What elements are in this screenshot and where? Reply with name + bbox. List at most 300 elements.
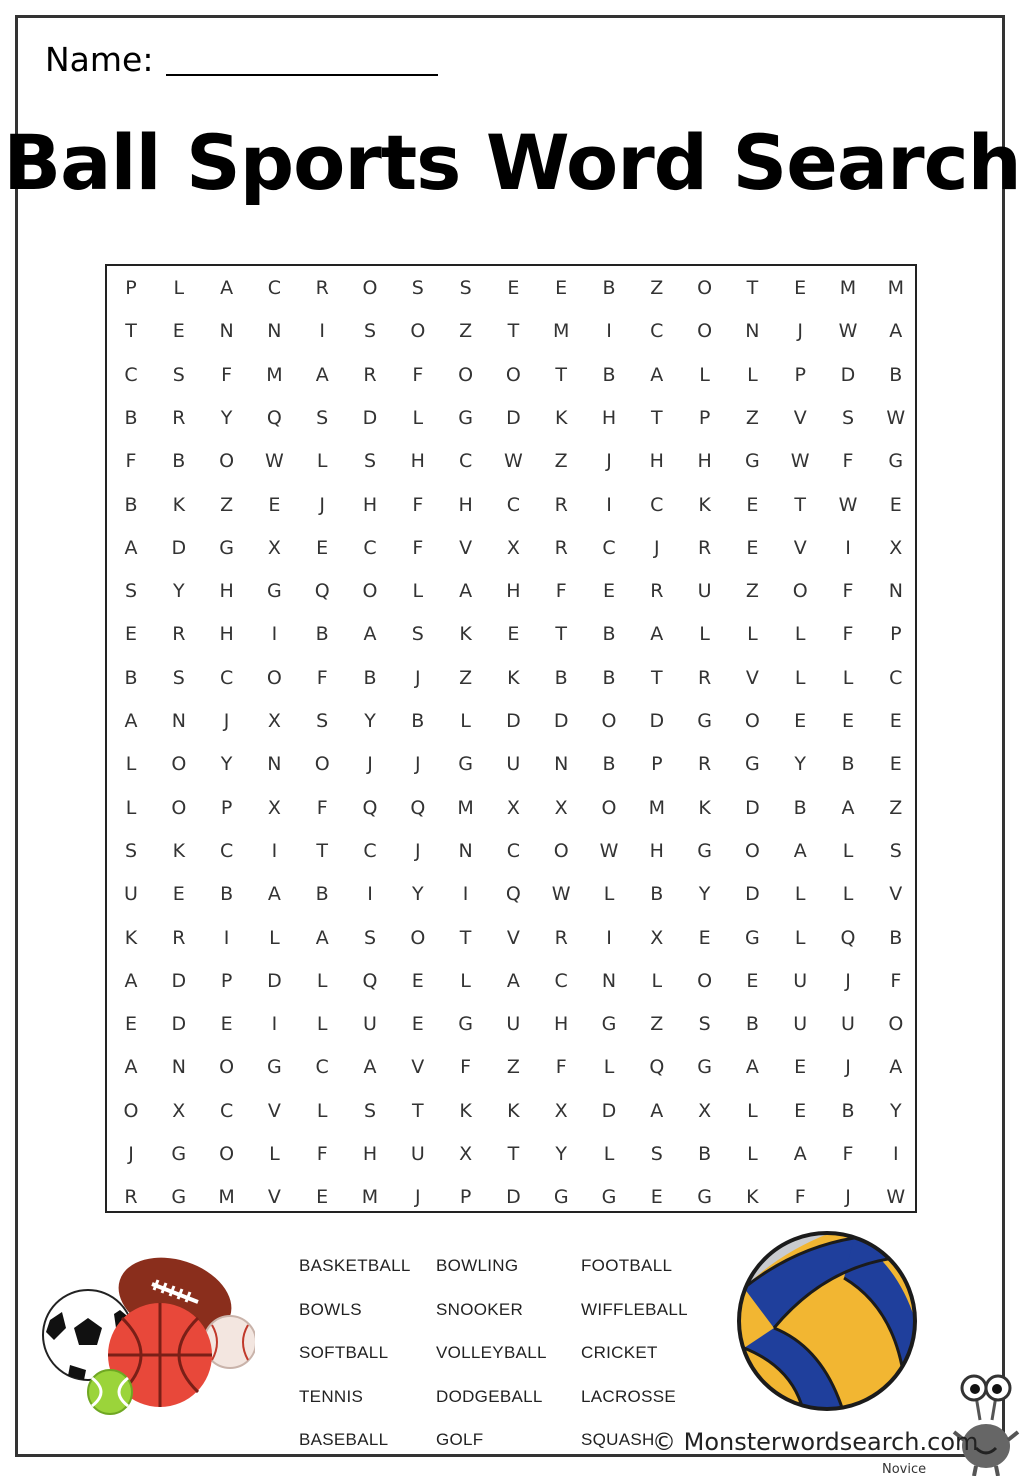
grid-letter[interactable]: K <box>507 1099 520 1122</box>
grid-letter[interactable]: J <box>319 493 325 516</box>
grid-letter[interactable]: Z <box>220 493 234 516</box>
grid-letter[interactable]: U <box>793 969 808 992</box>
grid-letter[interactable]: W <box>551 883 571 906</box>
grid-letter[interactable]: G <box>745 926 760 949</box>
grid-letter[interactable]: F <box>412 363 424 386</box>
grid-letter[interactable]: J <box>414 1186 421 1209</box>
grid-letter[interactable]: G <box>267 580 282 603</box>
grid-letter[interactable]: B <box>411 710 425 732</box>
grid-letter[interactable]: X <box>506 796 520 819</box>
grid-letter[interactable]: L <box>269 1143 280 1165</box>
grid-letter[interactable]: B <box>602 623 616 646</box>
grid-letter[interactable]: H <box>697 450 712 473</box>
grid-letter[interactable]: B <box>315 883 329 906</box>
grid-letter[interactable]: M <box>457 796 474 819</box>
grid-letter[interactable]: Q <box>314 580 330 603</box>
grid-letter[interactable]: F <box>125 450 137 473</box>
grid-letter[interactable]: H <box>219 623 234 646</box>
grid-letter[interactable]: D <box>649 710 665 732</box>
grid-letter[interactable]: A <box>650 623 664 646</box>
grid-letter[interactable]: B <box>220 883 234 906</box>
grid-letter[interactable]: E <box>220 1013 233 1036</box>
grid-letter[interactable]: L <box>747 1143 758 1165</box>
grid-letter[interactable]: C <box>363 839 377 862</box>
grid-letter[interactable]: O <box>505 363 521 386</box>
grid-letter[interactable]: L <box>603 1056 615 1079</box>
grid-letter[interactable]: D <box>171 536 187 559</box>
grid-letter[interactable]: O <box>314 753 330 776</box>
grid-letter[interactable]: M <box>887 277 904 299</box>
grid-letter[interactable]: G <box>697 710 712 732</box>
grid-letter[interactable]: A <box>363 1056 377 1079</box>
grid-letter[interactable]: K <box>172 493 186 516</box>
grid-letter[interactable]: Q <box>649 1056 665 1079</box>
grid-letter[interactable]: O <box>362 277 378 299</box>
grid-letter[interactable]: V <box>459 536 473 559</box>
grid-letter[interactable]: A <box>124 710 138 732</box>
grid-letter[interactable]: G <box>601 1186 617 1209</box>
grid-letter[interactable]: C <box>602 536 616 559</box>
grid-letter[interactable]: S <box>650 1143 663 1165</box>
grid-letter[interactable]: C <box>219 1099 234 1122</box>
grid-letter[interactable]: A <box>363 623 377 646</box>
grid-letter[interactable]: B <box>745 1013 759 1036</box>
grid-letter[interactable]: F <box>842 450 854 473</box>
grid-letter[interactable]: C <box>219 839 234 862</box>
grid-letter[interactable]: B <box>124 493 138 516</box>
grid-letter[interactable]: S <box>124 839 138 862</box>
grid-letter[interactable]: B <box>602 666 616 689</box>
grid-letter[interactable]: E <box>602 580 615 603</box>
grid-letter[interactable]: D <box>362 406 378 429</box>
grid-letter[interactable]: Y <box>698 883 711 906</box>
grid-letter[interactable]: Y <box>364 710 376 732</box>
grid-letter[interactable]: F <box>842 580 854 603</box>
grid-letter[interactable]: B <box>124 666 138 689</box>
grid-letter[interactable]: L <box>699 363 710 386</box>
grid-letter[interactable]: E <box>124 623 137 646</box>
grid-letter[interactable]: M <box>552 320 570 343</box>
grid-letter[interactable]: K <box>698 796 711 819</box>
grid-letter[interactable]: C <box>506 839 521 862</box>
grid-letter[interactable]: Y <box>172 580 185 603</box>
grid-letter[interactable]: P <box>220 796 233 819</box>
grid-letter[interactable]: L <box>412 406 424 429</box>
grid-letter[interactable]: C <box>889 666 903 689</box>
grid-letter[interactable]: F <box>412 536 424 559</box>
grid-letter[interactable]: K <box>746 1186 759 1209</box>
grid-letter[interactable]: O <box>697 320 713 343</box>
grid-letter[interactable]: A <box>745 1056 759 1079</box>
grid-letter[interactable]: P <box>220 969 233 992</box>
grid-letter[interactable]: N <box>888 580 903 603</box>
grid-letter[interactable]: K <box>507 666 520 689</box>
grid-letter[interactable]: A <box>650 1099 664 1122</box>
grid-letter[interactable]: K <box>124 926 138 949</box>
grid-letter[interactable]: L <box>794 666 806 689</box>
grid-letter[interactable]: B <box>889 363 903 386</box>
grid-letter[interactable]: G <box>458 753 473 776</box>
grid-letter[interactable]: N <box>171 1056 186 1079</box>
grid-letter[interactable]: W <box>886 406 906 429</box>
grid-letter[interactable]: Y <box>411 883 424 906</box>
grid-letter[interactable]: L <box>269 926 280 949</box>
grid-letter[interactable]: T <box>507 1143 520 1165</box>
grid-letter[interactable]: V <box>411 1056 425 1079</box>
grid-letter[interactable]: J <box>414 839 421 862</box>
grid-letter[interactable]: L <box>460 969 471 992</box>
grid-letter[interactable]: B <box>841 1099 855 1122</box>
grid-letter[interactable]: H <box>362 493 378 516</box>
grid-letter[interactable]: Q <box>840 926 856 949</box>
grid-letter[interactable]: T <box>125 320 137 343</box>
grid-letter[interactable]: O <box>458 363 474 386</box>
grid-letter[interactable]: N <box>267 320 282 343</box>
grid-letter[interactable]: K <box>459 1099 472 1122</box>
grid-letter[interactable]: N <box>745 320 760 343</box>
grid-letter[interactable]: O <box>410 320 426 343</box>
grid-letter[interactable]: A <box>124 1056 138 1079</box>
grid-letter[interactable]: T <box>507 320 520 343</box>
grid-letter[interactable]: E <box>794 277 807 299</box>
grid-letter[interactable]: C <box>650 493 664 516</box>
grid-letter[interactable]: B <box>554 666 568 689</box>
grid-letter[interactable]: E <box>555 277 568 299</box>
grid-letter[interactable]: Z <box>650 1013 664 1036</box>
grid-letter[interactable]: M <box>361 1186 379 1209</box>
grid-letter[interactable]: O <box>553 839 569 862</box>
grid-letter[interactable]: Z <box>745 580 759 603</box>
grid-letter[interactable]: P <box>459 1186 472 1209</box>
grid-letter[interactable]: U <box>841 1013 855 1036</box>
grid-letter[interactable]: E <box>316 536 329 559</box>
grid-letter[interactable]: T <box>411 1099 424 1122</box>
grid-letter[interactable]: V <box>267 1186 281 1209</box>
grid-letter[interactable]: N <box>458 839 473 862</box>
grid-letter[interactable]: O <box>171 753 187 776</box>
grid-letter[interactable]: L <box>842 883 854 906</box>
grid-letter[interactable]: E <box>411 1013 424 1036</box>
grid-letter[interactable]: B <box>602 363 616 386</box>
grid-letter[interactable]: B <box>841 753 855 776</box>
grid-letter[interactable]: A <box>459 580 473 603</box>
grid-letter[interactable]: L <box>794 883 806 906</box>
grid-letter[interactable]: B <box>363 666 377 689</box>
grid-letter[interactable]: U <box>506 753 521 776</box>
grid-letter[interactable]: R <box>697 666 712 689</box>
grid-letter[interactable]: X <box>554 796 568 819</box>
grid-letter[interactable]: E <box>172 320 185 343</box>
grid-letter[interactable]: Q <box>410 796 426 819</box>
grid-letter[interactable]: O <box>601 796 617 819</box>
grid-letter[interactable]: H <box>362 1143 378 1165</box>
grid-letter[interactable]: X <box>267 710 281 732</box>
grid-letter[interactable]: I <box>462 883 469 906</box>
name-field[interactable] <box>166 74 438 76</box>
grid-letter[interactable]: C <box>554 969 568 992</box>
grid-letter[interactable]: T <box>459 926 472 949</box>
grid-letter[interactable]: F <box>221 363 233 386</box>
grid-letter[interactable]: D <box>745 883 760 906</box>
grid-letter[interactable]: K <box>459 623 472 646</box>
grid-letter[interactable]: D <box>171 969 187 992</box>
grid-letter[interactable]: G <box>697 1186 712 1209</box>
grid-letter[interactable]: D <box>267 969 282 992</box>
grid-letter[interactable]: E <box>794 1056 807 1079</box>
grid-letter[interactable]: L <box>794 926 806 949</box>
grid-letter[interactable]: R <box>172 926 186 949</box>
grid-letter[interactable]: I <box>319 320 325 343</box>
grid-letter[interactable]: A <box>793 1143 807 1165</box>
grid-letter[interactable]: R <box>554 536 568 559</box>
grid-letter[interactable]: O <box>601 710 617 732</box>
grid-letter[interactable]: L <box>603 883 615 906</box>
grid-letter[interactable]: O <box>219 450 235 473</box>
grid-letter[interactable]: E <box>507 277 520 299</box>
grid-letter[interactable]: S <box>698 1013 711 1036</box>
grid-letter[interactable]: S <box>459 277 472 299</box>
grid-letter[interactable]: E <box>889 493 902 516</box>
grid-letter[interactable]: X <box>506 536 520 559</box>
grid-letter[interactable]: I <box>223 926 230 949</box>
grid-letter[interactable]: E <box>889 753 902 776</box>
grid-letter[interactable]: H <box>649 450 664 473</box>
grid-letter[interactable]: H <box>601 406 617 429</box>
grid-letter[interactable]: X <box>459 1143 473 1165</box>
grid-letter[interactable]: L <box>173 277 185 299</box>
grid-letter[interactable]: F <box>890 969 902 992</box>
grid-letter[interactable]: C <box>124 363 138 386</box>
grid-letter[interactable]: P <box>794 363 806 386</box>
grid-letter[interactable]: E <box>698 926 711 949</box>
grid-letter[interactable]: B <box>602 753 616 776</box>
grid-letter[interactable]: Z <box>459 320 473 343</box>
grid-letter[interactable]: W <box>503 450 523 473</box>
grid-letter[interactable]: U <box>410 1143 425 1165</box>
grid-letter[interactable]: H <box>554 1013 569 1036</box>
grid-letter[interactable]: T <box>650 666 663 689</box>
grid-letter[interactable]: M <box>648 796 665 819</box>
grid-letter[interactable]: A <box>220 277 234 299</box>
grid-letter[interactable]: I <box>845 536 851 559</box>
grid-letter[interactable]: I <box>271 1013 278 1036</box>
grid-letter[interactable]: T <box>746 277 759 299</box>
grid-letter[interactable]: E <box>841 710 854 732</box>
grid-letter[interactable]: I <box>606 926 612 949</box>
grid-letter[interactable]: L <box>316 450 328 473</box>
grid-letter[interactable]: J <box>128 1143 134 1165</box>
grid-letter[interactable]: V <box>506 926 520 949</box>
grid-letter[interactable]: W <box>264 450 284 473</box>
grid-letter[interactable]: O <box>266 666 282 689</box>
grid-letter[interactable]: V <box>793 536 807 559</box>
grid-letter[interactable]: L <box>794 623 806 646</box>
grid-letter[interactable]: R <box>124 1186 138 1209</box>
grid-letter[interactable]: G <box>697 1056 712 1079</box>
grid-letter[interactable]: W <box>838 320 858 343</box>
grid-letter[interactable]: M <box>218 1186 235 1209</box>
grid-letter[interactable]: J <box>845 969 851 992</box>
grid-letter[interactable]: L <box>842 839 854 862</box>
grid-letter[interactable]: L <box>316 1099 328 1122</box>
grid-letter[interactable]: Y <box>555 1143 567 1165</box>
grid-letter[interactable]: A <box>889 320 903 343</box>
grid-letter[interactable]: D <box>601 1099 617 1122</box>
grid-letter[interactable]: Y <box>220 753 233 776</box>
grid-letter[interactable]: A <box>793 839 807 862</box>
grid-letter[interactable]: J <box>414 666 421 689</box>
grid-letter[interactable]: O <box>362 580 378 603</box>
grid-letter[interactable]: X <box>650 926 664 949</box>
grid-letter[interactable]: E <box>172 883 185 906</box>
grid-letter[interactable]: P <box>651 753 663 776</box>
grid-letter[interactable]: F <box>794 1186 806 1209</box>
grid-letter[interactable]: K <box>172 839 186 862</box>
grid-letter[interactable]: E <box>124 1013 137 1036</box>
grid-letter[interactable]: F <box>555 580 567 603</box>
grid-letter[interactable]: G <box>745 753 760 776</box>
grid-letter[interactable]: F <box>842 623 854 646</box>
grid-letter[interactable]: E <box>650 1186 663 1209</box>
grid-letter[interactable]: B <box>793 796 807 819</box>
grid-letter[interactable]: L <box>699 623 710 646</box>
grid-letter[interactable]: Q <box>505 883 521 906</box>
grid-letter[interactable]: O <box>410 926 426 949</box>
letter-grid[interactable] <box>105 264 917 1213</box>
grid-letter[interactable]: H <box>410 450 425 473</box>
grid-letter[interactable]: G <box>601 1013 617 1036</box>
grid-letter[interactable]: D <box>506 710 521 732</box>
grid-letter[interactable]: S <box>411 277 424 299</box>
grid-letter[interactable]: B <box>172 450 186 473</box>
grid-letter[interactable]: K <box>554 406 568 429</box>
grid-letter[interactable]: G <box>458 1013 473 1036</box>
grid-letter[interactable]: A <box>267 883 281 906</box>
grid-letter[interactable]: R <box>697 753 712 776</box>
grid-letter[interactable]: E <box>794 1099 807 1122</box>
grid-letter[interactable]: L <box>412 580 424 603</box>
grid-letter[interactable]: P <box>890 623 902 646</box>
grid-letter[interactable]: U <box>363 1013 377 1036</box>
grid-letter[interactable]: E <box>316 1186 329 1209</box>
grid-letter[interactable]: S <box>172 363 185 386</box>
grid-letter[interactable]: C <box>315 1056 329 1079</box>
grid-letter[interactable]: E <box>507 623 520 646</box>
grid-letter[interactable]: J <box>606 450 612 473</box>
grid-letter[interactable]: R <box>363 363 377 386</box>
grid-letter[interactable]: R <box>554 493 568 516</box>
grid-letter[interactable]: R <box>315 277 329 299</box>
grid-letter[interactable]: Q <box>266 406 282 429</box>
grid-letter[interactable]: F <box>412 493 424 516</box>
grid-letter[interactable]: D <box>506 406 521 429</box>
grid-letter[interactable]: X <box>698 1099 712 1122</box>
grid-letter[interactable]: I <box>606 320 612 343</box>
grid-letter[interactable]: I <box>606 493 612 516</box>
grid-letter[interactable]: S <box>124 580 138 603</box>
grid-letter[interactable]: C <box>219 666 234 689</box>
grid-letter[interactable]: L <box>125 753 137 776</box>
grid-letter[interactable]: S <box>889 839 902 862</box>
grid-letter[interactable]: C <box>650 320 664 343</box>
grid-letter[interactable]: Z <box>650 277 664 299</box>
grid-letter[interactable]: H <box>458 493 473 516</box>
grid-letter[interactable]: R <box>172 623 186 646</box>
grid-letter[interactable]: X <box>172 1099 186 1122</box>
grid-letter[interactable]: A <box>315 926 329 949</box>
grid-letter[interactable]: S <box>363 450 377 473</box>
grid-letter[interactable]: G <box>553 1186 569 1209</box>
grid-letter[interactable]: G <box>745 450 760 473</box>
grid-letter[interactable]: S <box>411 623 424 646</box>
grid-letter[interactable]: M <box>839 277 857 299</box>
grid-letter[interactable]: Z <box>506 1056 520 1079</box>
grid-letter[interactable]: R <box>554 926 568 949</box>
grid-letter[interactable]: J <box>223 710 230 732</box>
grid-letter[interactable]: B <box>650 883 664 906</box>
grid-letter[interactable]: E <box>268 493 281 516</box>
grid-letter[interactable]: J <box>797 320 803 343</box>
grid-letter[interactable]: J <box>414 753 421 776</box>
grid-letter[interactable]: A <box>841 796 855 819</box>
grid-letter[interactable]: V <box>267 1099 281 1122</box>
grid-letter[interactable]: R <box>697 536 712 559</box>
grid-letter[interactable]: L <box>747 623 758 646</box>
grid-letter[interactable]: O <box>219 1143 235 1165</box>
grid-letter[interactable]: L <box>460 710 471 732</box>
grid-letter[interactable]: G <box>171 1143 187 1165</box>
grid-letter[interactable]: J <box>367 753 373 776</box>
grid-letter[interactable]: F <box>842 1143 854 1165</box>
grid-letter[interactable]: G <box>267 1056 282 1079</box>
grid-letter[interactable]: D <box>553 710 569 732</box>
grid-letter[interactable]: W <box>599 839 619 862</box>
grid-letter[interactable]: O <box>697 969 713 992</box>
grid-letter[interactable]: D <box>840 363 856 386</box>
grid-letter[interactable]: O <box>744 710 760 732</box>
grid-letter[interactable]: U <box>697 580 712 603</box>
grid-letter[interactable]: Y <box>220 406 233 429</box>
grid-letter[interactable]: U <box>793 1013 808 1036</box>
grid-letter[interactable]: W <box>886 1186 906 1209</box>
grid-letter[interactable]: S <box>316 710 329 732</box>
grid-letter[interactable]: E <box>746 536 759 559</box>
grid-letter[interactable]: U <box>124 883 138 906</box>
grid-letter[interactable]: F <box>316 796 328 819</box>
grid-letter[interactable]: V <box>793 406 807 429</box>
grid-letter[interactable]: L <box>316 1013 328 1036</box>
grid-letter[interactable]: I <box>271 623 278 646</box>
grid-letter[interactable]: A <box>124 969 138 992</box>
grid-letter[interactable]: D <box>171 1013 187 1036</box>
grid-letter[interactable]: W <box>790 450 810 473</box>
grid-letter[interactable]: J <box>845 1186 851 1209</box>
grid-letter[interactable]: A <box>124 536 138 559</box>
grid-letter[interactable]: V <box>889 883 903 906</box>
grid-letter[interactable]: U <box>506 1013 521 1036</box>
grid-letter[interactable]: G <box>171 1186 187 1209</box>
grid-letter[interactable]: B <box>124 406 138 429</box>
grid-letter[interactable]: A <box>315 363 329 386</box>
grid-letter[interactable]: L <box>747 363 758 386</box>
grid-letter[interactable]: Y <box>889 1099 902 1122</box>
grid-letter[interactable]: I <box>892 1143 899 1165</box>
grid-letter[interactable]: R <box>650 580 664 603</box>
grid-letter[interactable]: T <box>794 493 806 516</box>
grid-letter[interactable]: Q <box>362 969 378 992</box>
grid-letter[interactable]: V <box>745 666 759 689</box>
grid-letter[interactable]: S <box>363 926 377 949</box>
